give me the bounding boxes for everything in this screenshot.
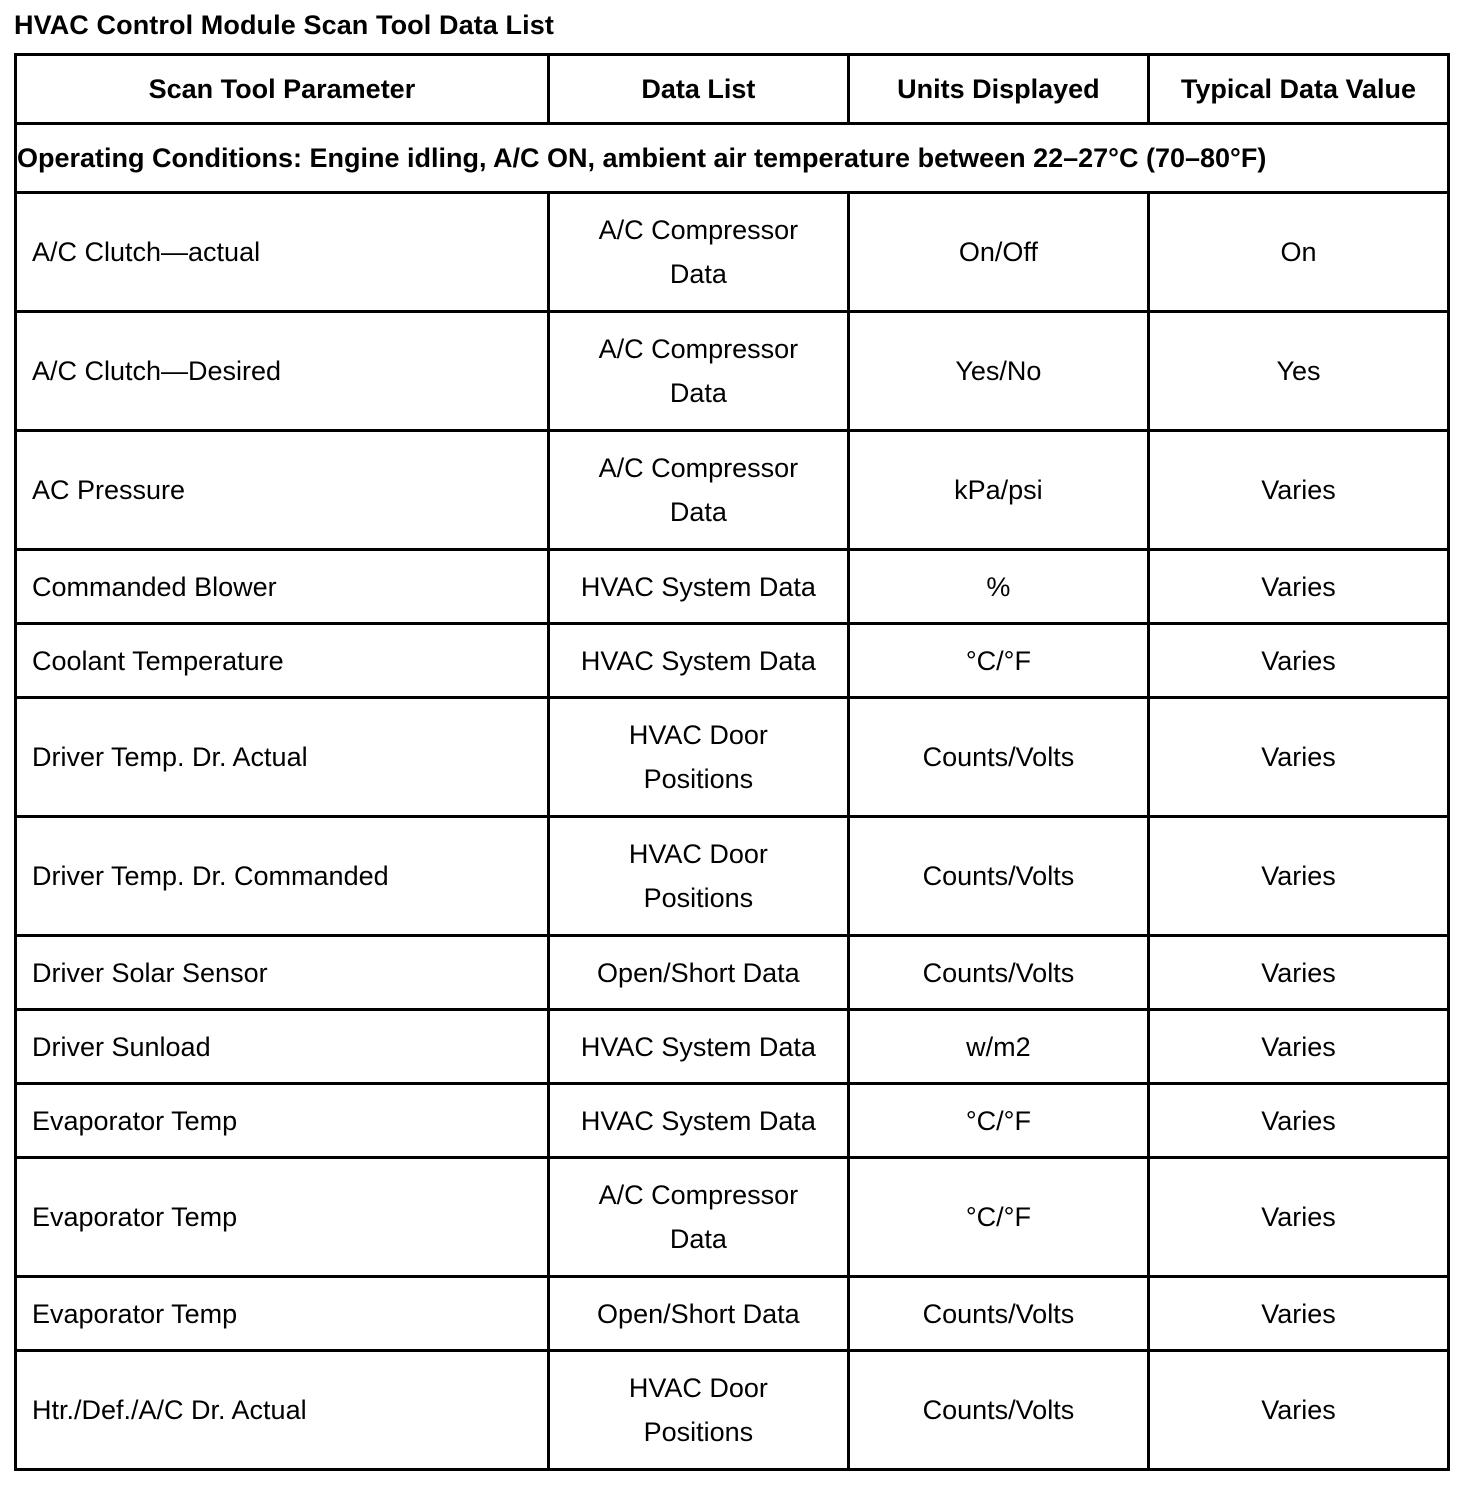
data-list-cell: HVAC System Data (548, 550, 848, 624)
units-cell: Counts/Volts (848, 817, 1148, 936)
table-row (16, 550, 1449, 624)
data-list-cell: HVAC System Data (548, 624, 848, 698)
table-row (16, 1158, 1449, 1277)
parameter-cell: Coolant Temperature (16, 624, 549, 698)
parameter-cell: Driver Temp. Dr. Commanded (16, 817, 549, 936)
parameter-cell: Driver Solar Sensor (16, 936, 549, 1010)
document-title: HVAC Control Module Scan Tool Data List (14, 10, 554, 40)
parameter-cell: Htr./Def./A/C Dr. Actual (16, 1351, 549, 1470)
units-cell: °C/°F (848, 1158, 1148, 1277)
data-list-cell: HVAC System Data (548, 1010, 848, 1084)
units-cell: Yes/No (848, 312, 1148, 431)
table-row (16, 312, 1449, 431)
typical-value-cell: Varies (1148, 431, 1448, 550)
data-list-text: A/C Compressor Data (598, 1180, 799, 1254)
units-cell: Counts/Volts (848, 1277, 1148, 1351)
data-list-cell (548, 193, 848, 312)
data-list-cell (548, 817, 848, 936)
units-cell: Counts/Volts (848, 1351, 1148, 1470)
parameter-cell: Evaporator Temp (16, 1084, 549, 1158)
data-list-cell (548, 1351, 848, 1470)
operating-conditions: Operating Conditions: Engine idling, A/C ON, ambient air temperature between 22–27°C (70–80°F) (16, 124, 1449, 193)
header-typical-data-value: Typical Data Value (1148, 55, 1448, 124)
units-cell: w/m2 (848, 1010, 1148, 1084)
scan-tool-data-table (14, 53, 1450, 1471)
table-row (16, 431, 1449, 550)
typical-value-cell: Varies (1148, 1158, 1448, 1277)
units-cell: On/Off (848, 193, 1148, 312)
data-list-text: HVAC Door Positions (628, 1373, 768, 1447)
data-list-text: HVAC Door Positions (628, 839, 768, 913)
parameter-cell: Evaporator Temp (16, 1158, 549, 1277)
units-cell: % (848, 550, 1148, 624)
data-list-cell: Open/Short Data (548, 1277, 848, 1351)
typical-value-cell: Varies (1148, 936, 1448, 1010)
parameter-cell: Driver Temp. Dr. Actual (16, 698, 549, 817)
units-cell: Counts/Volts (848, 936, 1148, 1010)
parameter-cell: Evaporator Temp (16, 1277, 549, 1351)
header-units-displayed: Units Displayed (848, 55, 1148, 124)
parameter-cell: Driver Sunload (16, 1010, 549, 1084)
data-list-cell (548, 1158, 848, 1277)
units-cell: °C/°F (848, 1084, 1148, 1158)
parameter-cell: A/C Clutch—Desired (16, 312, 549, 431)
table-row (16, 624, 1449, 698)
table-row (16, 936, 1449, 1010)
typical-value-cell: Varies (1148, 1084, 1448, 1158)
typical-value-cell: Varies (1148, 1277, 1448, 1351)
data-list-cell (548, 431, 848, 550)
data-list-cell (548, 312, 848, 431)
data-list-text: HVAC Door Positions (628, 720, 768, 794)
table-row (16, 193, 1449, 312)
table-row (16, 1351, 1449, 1470)
header-scan-tool-parameter: Scan Tool Parameter (16, 55, 549, 124)
data-list-cell (548, 698, 848, 817)
typical-value-cell: Varies (1148, 550, 1448, 624)
operating-conditions-row (16, 124, 1449, 193)
parameter-cell: AC Pressure (16, 431, 549, 550)
typical-value-cell: Varies (1148, 624, 1448, 698)
data-list-cell: Open/Short Data (548, 936, 848, 1010)
table-row (16, 698, 1449, 817)
table-row (16, 1277, 1449, 1351)
table-row (16, 1010, 1449, 1084)
table-header-row (16, 55, 1449, 124)
data-list-text: A/C Compressor Data (598, 334, 799, 408)
table-row (16, 1084, 1449, 1158)
parameter-cell: Commanded Blower (16, 550, 549, 624)
typical-value-cell: On (1148, 193, 1448, 312)
typical-value-cell: Yes (1148, 312, 1448, 431)
data-list-cell: HVAC System Data (548, 1084, 848, 1158)
typical-value-cell: Varies (1148, 1010, 1448, 1084)
table-row (16, 817, 1449, 936)
data-list-text: A/C Compressor Data (598, 215, 799, 289)
typical-value-cell: Varies (1148, 817, 1448, 936)
units-cell: Counts/Volts (848, 698, 1148, 817)
data-list-text: A/C Compressor Data (598, 453, 799, 527)
typical-value-cell: Varies (1148, 698, 1448, 817)
parameter-cell: A/C Clutch—actual (16, 193, 549, 312)
typical-value-cell: Varies (1148, 1351, 1448, 1470)
header-data-list: Data List (548, 55, 848, 124)
units-cell: kPa/psi (848, 431, 1148, 550)
units-cell: °C/°F (848, 624, 1148, 698)
